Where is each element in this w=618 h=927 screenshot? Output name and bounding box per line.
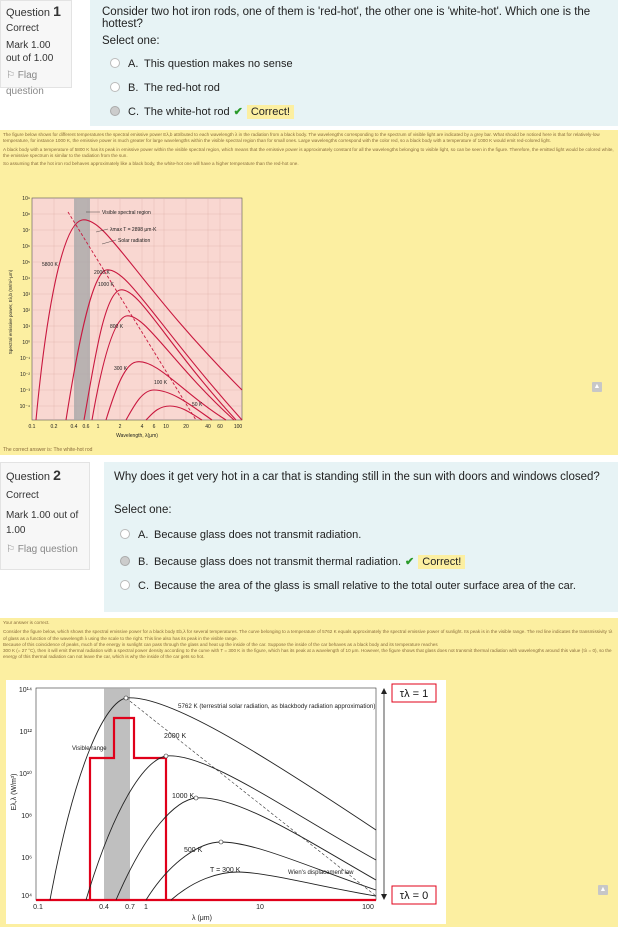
answer-option-b[interactable]: B. Because glass does not transmit thermal radiation. ✔ Correct! [120,555,465,568]
question-info-1 [0,0,72,97]
y-tick-label: 10³ [22,292,30,298]
x-tick-label: 60 [217,424,223,430]
feedback-paragraph: Consider the figure below, which shows the spectral emissive power for a black body Eb,λ for several temperatures. The curve belonging to a temperature of 5762 K equals approximately the spectral emissive power of sunlight. Its peak is in the visible range. The red line indicates the transmissivity τλ of glass as a function of the wavelength λ using the scale to the right. This line also has its peak in the visible range. [3,629,613,641]
x-tick-label: 2 [118,424,122,430]
y-tick-label: 10¹ [22,324,30,330]
radio-button-selected[interactable] [120,556,130,566]
temp-label: 100 K [154,380,168,386]
y-tick-label: 10⁸ [22,212,30,218]
x-tick-label: 10 [163,424,169,430]
x-tick-label: 10 [256,904,264,911]
question-mark: Mark 1.00 out of 1.00 [6,510,79,536]
y-tick-label: 10⁻¹ [20,356,30,362]
y-axis-label: Spectral emissive power, Eλ,b (W/m²·μm) [8,269,13,355]
tau-zero-label: τλ = 0 [399,890,429,902]
visible-range-label: Visible range [72,746,107,752]
y-tick-label: 10⁻² [20,372,30,378]
blackbody-chart-2 [6,680,446,924]
answer-option-a[interactable]: A. Because glass does not transmit radiation. [120,529,361,541]
temp-label: 1000 K [98,282,114,288]
blackbody-chart-1 [6,194,246,446]
visible-region-label: Visible spectral region [102,210,151,216]
question-status: Correct [6,23,39,34]
feedback-paragraph: The figure below shows for different temperatures the spectral emissive power Eλ,b attributed to each wavelength λ in the radiation from a black body. The wavelengths corresponding to the spectrum of visible light are indicated by a grey bar. What should be noticed here is that for relatively-low temperature, for instance 1000 K, the emissive power is much greater for large wavelengths within the visible spectral region than for small ones. Large wavelengths correspond with the color red, so a black body with a temperature of 1000 K would emit red-colored light. [3,132,600,144]
x-tick-label: 1 [96,424,100,430]
radio-button-selected[interactable] [110,106,120,116]
answer-option-a[interactable]: A. This question makes no sense [110,58,293,70]
y-tick-label: 10¹⁴ [18,687,32,694]
y-axis-label: Eλ,λ (W/m³) [11,773,18,811]
wien-label: λmax T = 2898 μm·K [110,227,157,233]
your-answer-text: Your answer is correct. [3,620,50,625]
temp-label: 2000 K [164,733,187,740]
visible-range-bar [104,688,130,900]
flag-question-button[interactable]: ⚐ Flag question [6,544,78,555]
feedback-paragraph: A black body with a temperature of 5800 K has its peak in emissive power within the visible spectral region, which means that the emissive power is approximately constant for all the wavelengths belonging to visible light, so can be seen in the figure. Therefore, the emitted light would be colored white, the emissive spectrum is similar to the radiation from the sun. [3,146,614,158]
y-tick-label: 10¹⁰ [19,771,32,778]
feedback-paragraph: 300 K (= 27 °C), then it will emit thermal radiation with a spectral power density according to the curve with T = 300 K in the figure, which has its peak at a wavelength of 10 μm. However, the figure shows that glass does not transmit thermal radiation with wavelengths around this value (τλ = 0), so the energy of this thermal radiation can not leave the car, which is why the inside of the car gets so hot. [3,648,612,660]
question-info-2 [0,462,90,570]
x-axis-label: Wavelength, λ(μm) [116,433,158,439]
question-content-2 [104,462,618,612]
wien-law-label: Wien's displacement law [288,870,354,876]
select-one-label: Select one: [114,504,172,516]
x-tick-label: 6 [152,424,156,430]
tau-one-label: τλ = 1 [399,688,429,700]
y-tick-label: 10¹² [19,729,32,736]
x-tick-label: 0.4 [70,424,78,430]
correct-answer-text: The correct answer is: The white-hot rod [3,447,93,453]
x-tick-label: 0.2 [50,424,58,430]
x-tick-label: 20 [183,424,189,430]
x-tick-label: 4 [140,424,144,430]
y-tick-label: 10⁶ [22,244,30,250]
select-one-label: Select one: [102,35,160,47]
scroll-up-button[interactable]: ▲ [599,886,607,893]
y-tick-label: 10⁵ [22,260,30,266]
x-tick-label: 0.6 [82,424,90,430]
y-tick-label: 10⁹ [22,196,30,202]
question-status: Correct [6,490,39,501]
y-tick-label: 10⁴ [22,276,30,282]
x-tick-label: 0.7 [125,904,135,911]
correct-badge: Correct! [418,555,465,569]
y-tick-label: 10² [22,308,30,314]
correct-badge: Correct! [247,105,294,119]
answer-option-c[interactable]: C. The white-hot rod ✔ Correct! [110,105,294,118]
answer-option-b[interactable]: B. The red-hot rod [110,82,220,94]
feedback-paragraph: Because of this coincidence of peaks, much of the energy in sunlight can pass through the glass and heat up the inside of the car. Suppose the inside of the car behaves as a black body and its temperature reaches [3,641,438,647]
radio-button[interactable] [120,580,130,590]
temp-label: 2000 K [94,270,110,276]
temp-label: 500 K [184,847,203,854]
check-icon: ✔ [233,106,243,118]
radio-button[interactable] [110,58,120,68]
x-tick-label: 100 [233,424,243,430]
feedback-paragraph: So assuming that the hot iron rod behaves approximately like a black body, the white-hot one will have a higher temperature than the red-hot one. [3,161,299,167]
check-icon: ✔ [405,556,415,568]
temp-label: 50 K [192,402,203,408]
question-text: Consider two hot iron rods, one of them is 'red-hot', the other one is 'white-hot'. Which one is the hottest? [102,6,591,30]
x-tick-label: 40 [205,424,211,430]
temp-label: 800 K [110,324,124,330]
question-mark: Mark 1.00 out of 1.00 [6,40,54,64]
x-tick-label: 0.4 [99,904,109,911]
temp-label: 300 K [114,366,128,372]
y-tick-label: 10⁻³ [20,388,30,394]
flag-icon: ⚐ [6,544,15,555]
answer-option-c[interactable]: C. Because the area of the glass is small relative to the total outer surface area of the car. [120,580,576,592]
temp-label: 1000 K [172,793,195,800]
y-tick-label: 10⁴ [21,893,32,900]
x-tick-label: 0.1 [33,904,43,911]
y-tick-label: 10⁰ [22,340,30,346]
radio-button[interactable] [110,82,120,92]
temp-label: T = 300 K [210,867,241,874]
y-tick-label: 10⁸ [21,813,32,820]
question-number: Question 1 [6,3,61,19]
y-tick-label: 10⁻⁴ [19,404,30,410]
y-tick-label: 10⁶ [21,855,32,862]
temp-label: 5800 K [42,262,58,268]
scroll-up-button[interactable]: ▲ [593,383,601,390]
x-tick-label: 0.1 [28,424,36,430]
question-text: Why does it get very hot in a car that is standing still in the sun with doors and windows closed? [114,471,600,483]
x-tick-label: 1 [144,904,148,911]
x-axis-label: λ (μm) [192,915,212,922]
y-tick-label: 10⁷ [22,228,30,234]
solar-curve-label: 5762 K (terrestrial solar radiation, as blackbody radiation approximation) [178,703,376,710]
x-tick-label: 100 [362,904,374,911]
question-content-1 [90,0,618,126]
radio-button[interactable] [120,529,130,539]
flag-question-button[interactable]: ⚐ Flag question [6,70,44,97]
flag-icon: ⚐ [6,70,15,81]
question-number: Question 2 [6,467,61,483]
solar-radiation-label: Solar radiation [118,238,151,244]
